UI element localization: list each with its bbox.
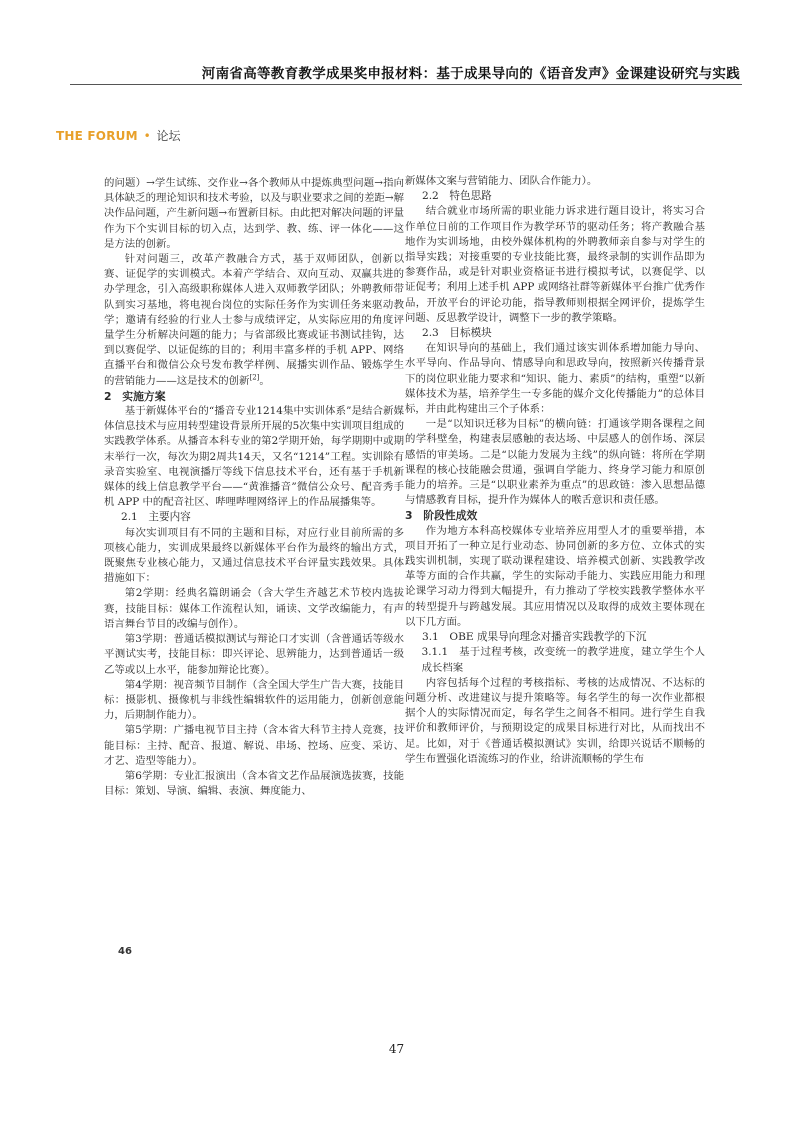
paragraph-end: 。: [259, 374, 270, 387]
subsection-heading: 2.3 目标模块: [421, 327, 492, 340]
paragraph: 在知识导向的基础上，我们通过该实训体系增加能力导向、水平导向、作品导向、情感导向和思政导向，按照新兴传播背景下的岗位职业能力要求和“知识、能力、素质”的结构，重塑“以新媒体技术为基，培养学生一专多能的媒介文化传播能力”的总体目标，并由此构建出三个子体系：: [405, 342, 705, 416]
section-heading: 3 阶段性成效: [405, 509, 478, 523]
right-column: [405, 174, 705, 767]
citation: [2]: [249, 373, 260, 382]
paragraph: 每次实训项目有不同的主题和目标，对应行业目前所需的多项核心能力，实训成果最终以新媒体平台作为最终的输出方式，既聚焦专业核心能力，又通过信息技术平台评量实践效果。具体措施如下：: [104, 526, 404, 585]
forum-brand: THE FORUM: [56, 129, 138, 143]
paragraph: 内容包括每个过程的考核指标、考核的达成情况、不达标的问题分析、改进建议与提升策略等。每名学生的每一次作业都根据个人的实际情况而定，每名学生之间各不相同。进行学生自我评价和教师评价，与预期设定的成果目标进行对比，从而找出不足。比如，对于《普通话模拟测试》实训，给即兴说话不顺畅的学生布置强化语流练习的作业，给讲流顺畅的学生布: [405, 676, 705, 765]
paragraph-text: 针对问题三，改革产教融合方式，基于双师团队，创新以赛、证促学的实训模式。本着产学结合、双向互动、双赢共进的办学理念，引入高级职称媒体人进入双师教学团队；外聘教师带队到实习基地，将电视台岗位的实际任务作为实训任务来驱动教学；邀请有经验的行业人士参与成绩评定，从实际应用的角度评量学生分析解决问题的能力；与省部级比赛或证书测试挂钩，达到以赛促学、以证促练的目的；利用丰富多样的手机 APP、网络直播平台和微信公众号发布教学样例、展播实训作品、锻炼学生的营销能力——这是技术的创新: [104, 253, 404, 387]
header-rule: [70, 84, 742, 85]
paragraph: 第4学期：视音频节目制作（含全国大学生广告大赛，技能目标：摄影机、摄像机与非线性编辑软件的运用能力，创新创意能力，后期制作能力）。: [104, 678, 404, 722]
paragraph: [104, 252, 404, 389]
forum-label: 论坛: [156, 129, 181, 143]
paragraph: 结合就业市场所需的职业能力诉求进行题目设计，将实习合作单位日前的工作项目作为教学环节的驱动任务；将产教融合基地作为实训场地，由校外媒体机构的外聘教师亲自参与对学生的指导实践；对接重要的专业技能比赛，最终录制的实训作品即为参赛作品，或是针对职业资格证书进行模拟考试，以赛促学、以证促考；利用上述手机 APP 或网络社群等新媒体平台推广优秀作品，开放平台的评论功能，指导教师则根据全网评价，提炼学生问题、反思教学设计，调整下一步的教学策略。: [405, 205, 705, 324]
subsection-heading: 3.1 OBE 成果导向理念对播音实践教学的下沉: [421, 631, 647, 644]
subsection-heading: 2.2 特色思路: [421, 190, 492, 203]
left-column: [104, 176, 404, 799]
paragraph: 基于新媒体平台的“播音专业1214集中实训体系”是结合新媒体信息技术与应用转型建设背景所开展的5次集中实训项目组成的实践教学体系。从播音本科专业的第2学期开始，每学期期中或期末举行一次，每次为期2周共14天，又名“1214”工程。实训除有录音实验室、电视演播厅等线下信息技术平台，还有基于手机新媒体的线上信息教学平台——“黄淮播音”微信公众号、配音秀手机 APP 中的配音社区、哔哩哔哩网络评上的作品展播集等。: [104, 405, 404, 509]
section-heading: 2 实施方案: [104, 389, 166, 403]
section-tag: [56, 127, 180, 144]
subsection-heading: 2.1 主要内容: [120, 511, 191, 524]
inner-page-number: 46: [118, 946, 132, 957]
forum-separator: •: [143, 129, 151, 143]
paragraph: 新媒体文案与营销能力、团队合作能力）。: [405, 175, 598, 187]
paragraph: 一是“以知识迁移为目标”的横向链：打通该学期各课程之间的学科壁垒，构建表层感触的表达场、中层感人的创作场、深层感悟的审美场。二是“以能力发展为主线”的纵向链：将所在学期课程的核心技能融会贯通，强调自学能力、终身学习能力和原创能力的培养。三是“以职业素养为重点”的思政链：渗入思想品德与情感教育目标，提升作为媒体人的喉舌意识和责任感。: [405, 418, 705, 507]
paragraph: 第5学期：广播电视节目主持（含本省大科节主持人竞赛，技能目标：主持、配音、报道、解说、串场、控场、应变、采访、才艺、造型等能力）。: [104, 724, 404, 767]
paragraph: 作为地方本科高校媒体专业培养应用型人才的重要举措，本项目开拓了一种立足行业动态、协同创新的多方位、立体式的实践实训机制，实现了联动课程建设、培养模式创新、实践教学改革等方面的合作共赢，学生的实际动手能力、实践应用能力和理论课学习动力得到大幅提升，有力推动了学校实践教学整体水平的转型提升与跨越发展。其应用情况以及取得的成效主要体现在以下几方面。: [405, 524, 705, 628]
paragraph: 第2学期：经典名篇朗诵会（含大学生齐越艺术节校内选拔赛，技能目标：媒体工作流程认知，诵读、文学改编能力，有声语言舞台节目的改编与创作）。: [104, 587, 404, 630]
page-number: 47: [388, 1042, 405, 1056]
paragraph: 第3学期：普通话模拟测试与辩论口才实训（含普通话等级水平测试实考，技能目标：即兴评论、思辨能力，达到普通话一级乙等或以上水平，能参加辩论比赛）。: [104, 633, 404, 676]
paragraph: 第6学期：专业汇报演出（含本省文艺作品展演选拔赛，技能目标：策划、导演、编辑、表演、舞度能力、: [104, 769, 404, 798]
document-header: 河南省高等教育教学成果奖申报材料：基于成果导向的《语音发声》金课建设研究与实践: [201, 66, 740, 82]
paragraph: 的问题）→学生试练、交作业→各个教师从中提炼典型问题→指向具体缺乏的理论知识和技术考验，以及与职业要求之间的差距→解决作品问题，产生新问题→布置新目标。由此把对解决问题的评量作为下个实训目标的切入点，达到学、教、练、评一体化——这是方法的创新。: [104, 177, 404, 250]
subsubsection-heading: 3.1.1 基于过程考核，改变统一的教学进度，建立学生个人成长档案: [421, 646, 705, 674]
